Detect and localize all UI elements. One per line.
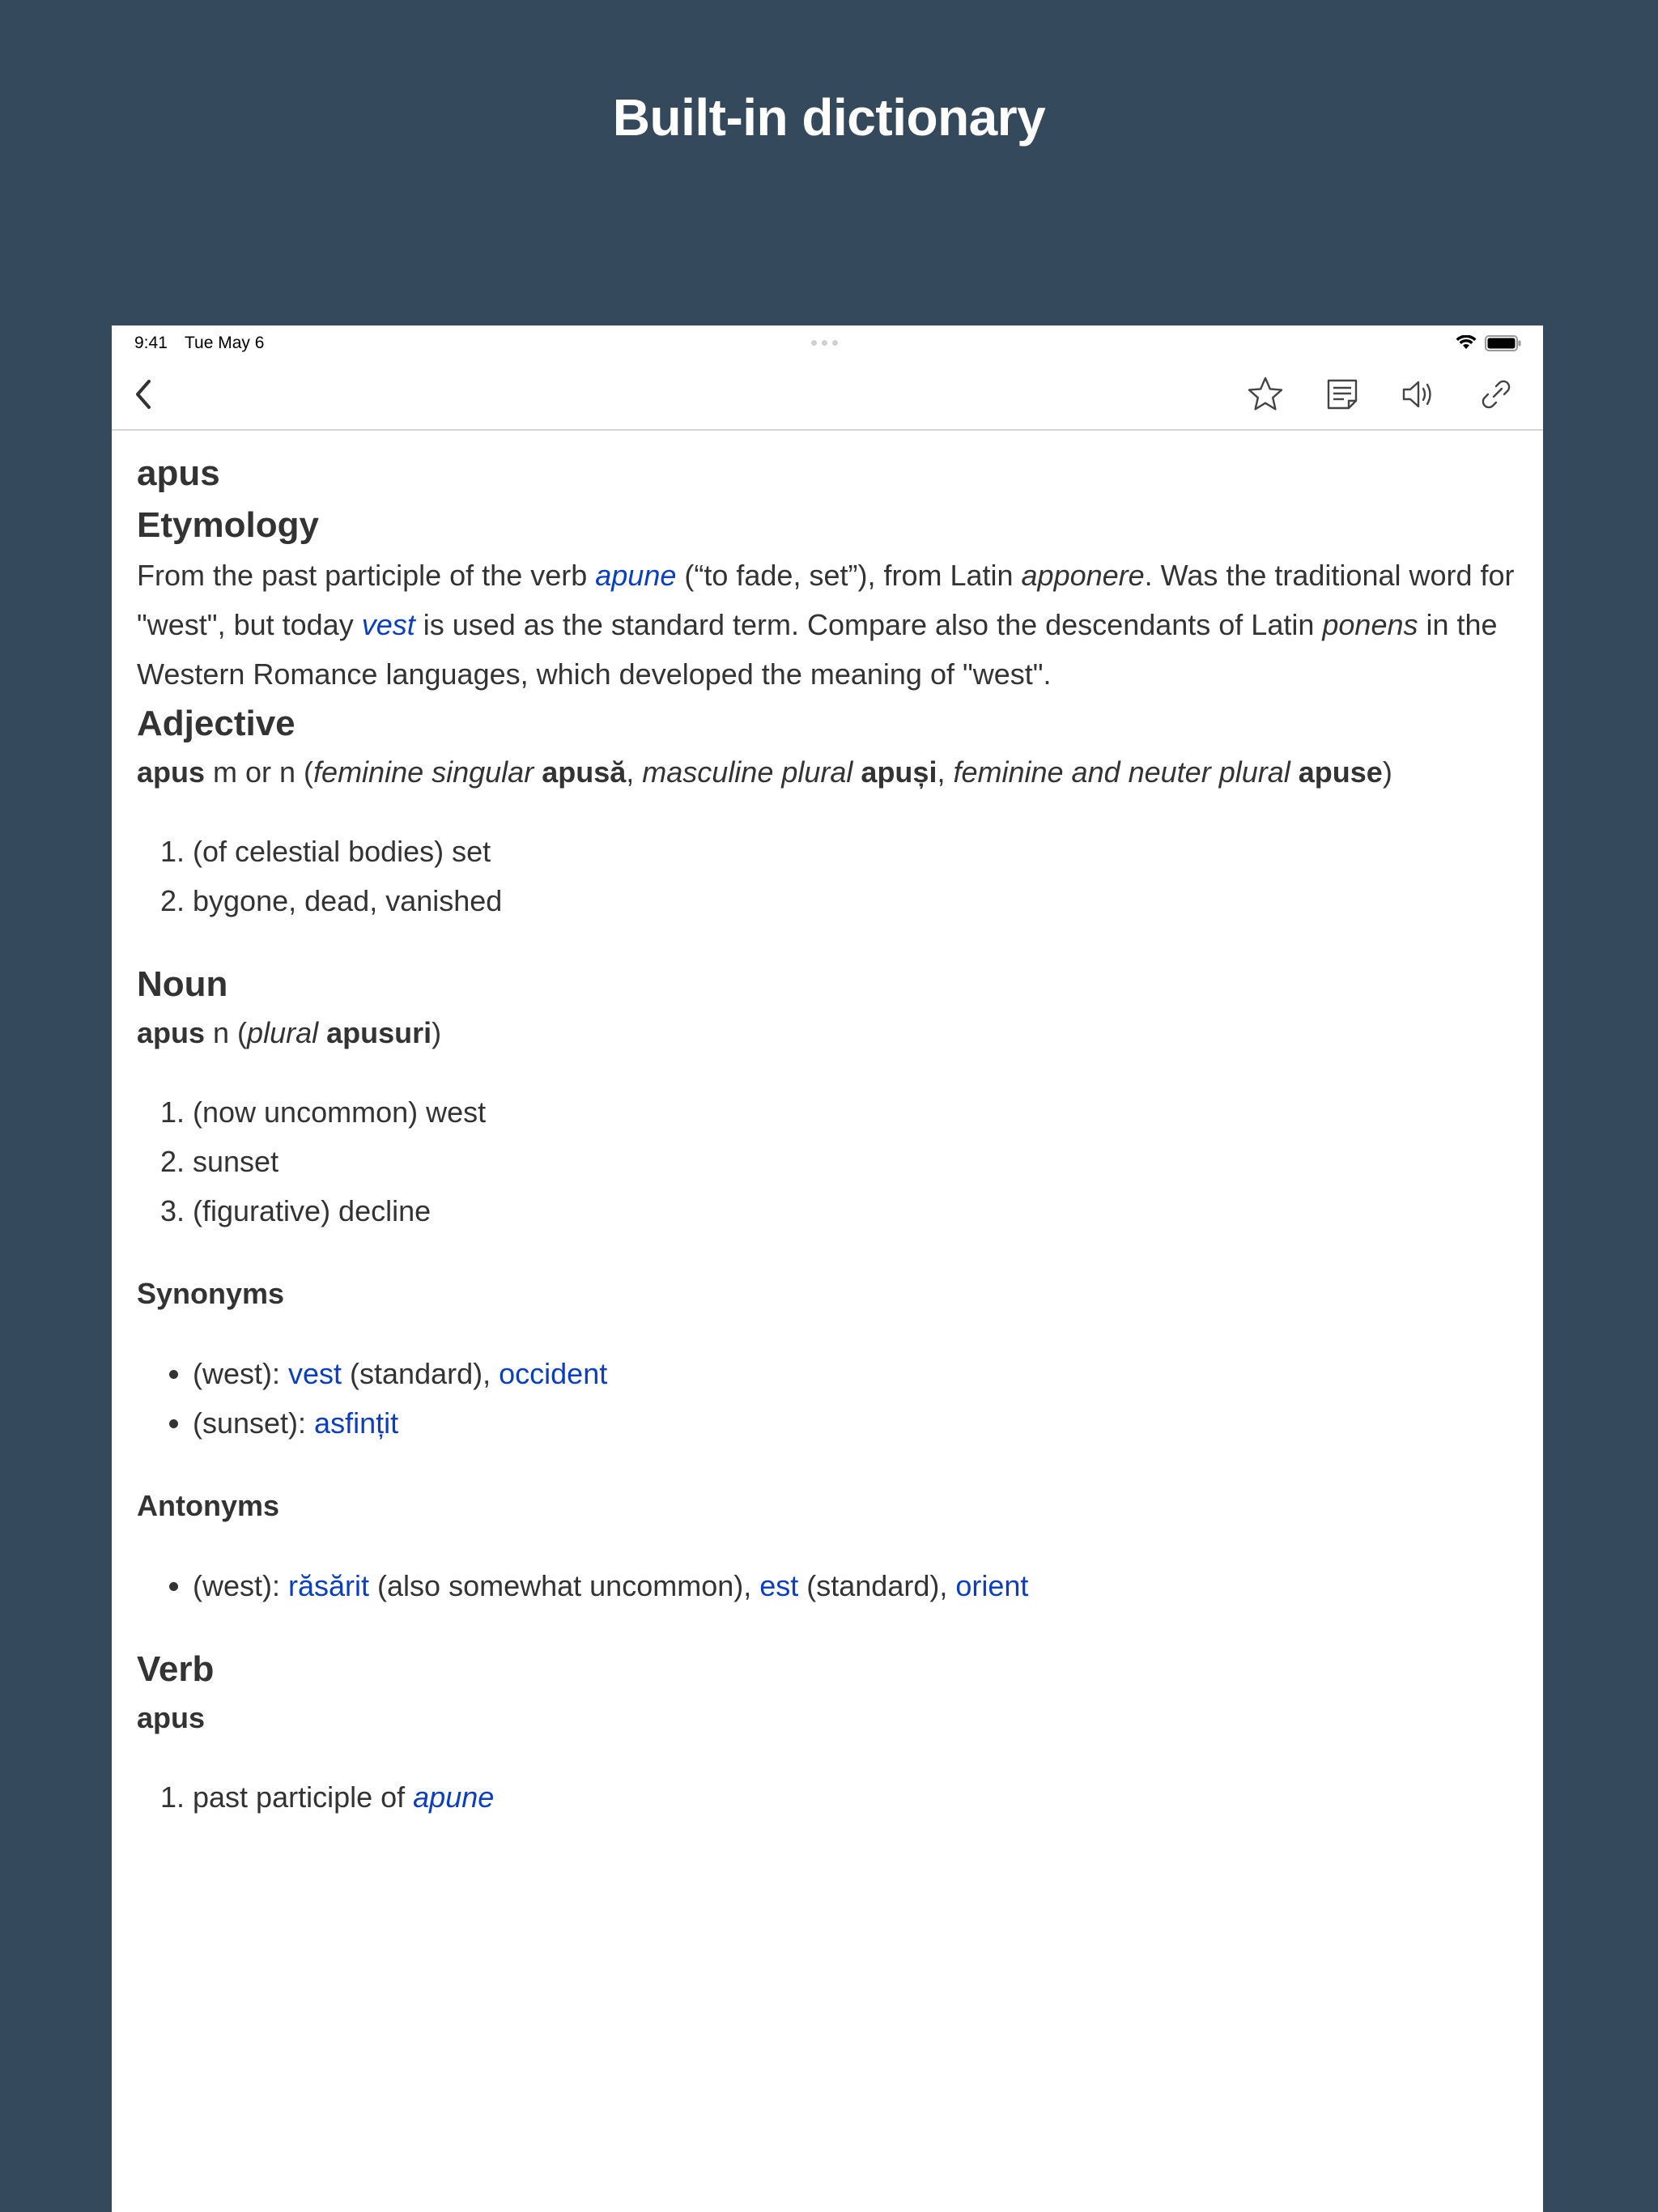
multitasking-dots[interactable] bbox=[811, 340, 838, 346]
synonyms-list bbox=[137, 1349, 1518, 1448]
link-vest[interactable]: vest bbox=[288, 1357, 342, 1390]
notes-button[interactable] bbox=[1324, 376, 1361, 413]
adjective-heading: Adjective bbox=[137, 704, 295, 743]
pronounce-button[interactable] bbox=[1401, 376, 1438, 413]
list-item: • (west): răsărit (also somewhat uncommon), est (standard), orient bbox=[193, 1561, 1518, 1610]
link-vest[interactable]: vest bbox=[361, 608, 415, 641]
status-bar bbox=[112, 325, 1543, 358]
adjective-senses bbox=[137, 827, 1518, 925]
notes-icon bbox=[1324, 376, 1360, 412]
verb-heading: Verb bbox=[137, 1649, 215, 1689]
link-apune[interactable]: apune bbox=[413, 1780, 495, 1814]
list-item: • (west): vest (standard), occident bbox=[193, 1349, 1518, 1398]
list-item: 1. past participle of apune bbox=[193, 1772, 1518, 1822]
verb-headline: apus bbox=[137, 1701, 206, 1734]
antonyms-list bbox=[137, 1561, 1518, 1610]
device-screen bbox=[112, 325, 1543, 2212]
noun-headline: apus n (plural apusuri) bbox=[137, 1016, 442, 1049]
list-item: 2. sunset bbox=[193, 1137, 1518, 1186]
list-item: 1. (of celestial bodies) set bbox=[193, 827, 1518, 876]
adjective-headline: apus m or n (feminine singular apusă, masculine plural apuși, feminine and neuter plural apuse) bbox=[137, 755, 1392, 789]
list-item: • (sunset): asfințit bbox=[193, 1398, 1518, 1448]
wifi-icon bbox=[1456, 335, 1477, 355]
speaker-icon bbox=[1401, 376, 1438, 412]
link-rasarit[interactable]: răsărit bbox=[288, 1569, 370, 1602]
list-item: 1. (now uncommon) west bbox=[193, 1087, 1518, 1137]
back-button[interactable] bbox=[126, 376, 164, 413]
status-time: 9:41 bbox=[134, 334, 168, 352]
link-icon bbox=[1478, 376, 1514, 412]
etymology-text: From the past participle of the verb apune (“to fade, set”), from Latin apponere. Was the traditional word for "west", but today vest is used as the standard term. Compare also the descendants of Latin ponens in the Western Romance languages, which developed the meaning of "west". bbox=[137, 559, 1515, 691]
navigation-bar bbox=[112, 358, 1543, 431]
etymology-heading: Etymology bbox=[137, 505, 319, 545]
link-est[interactable]: est bbox=[759, 1569, 799, 1602]
link-apune[interactable]: apune bbox=[595, 559, 677, 592]
list-item: 2. bygone, dead, vanished bbox=[193, 876, 1518, 925]
dictionary-entry bbox=[112, 431, 1543, 1822]
share-link-button[interactable] bbox=[1477, 376, 1515, 413]
entry-headword: apus bbox=[137, 453, 220, 493]
status-date: Tue May 6 bbox=[185, 334, 265, 352]
noun-heading: Noun bbox=[137, 964, 228, 1004]
synonyms-heading: Synonyms bbox=[137, 1277, 285, 1310]
star-icon bbox=[1247, 376, 1284, 413]
verb-senses bbox=[137, 1772, 1518, 1822]
antonyms-heading: Antonyms bbox=[137, 1489, 280, 1522]
chevron-left-icon bbox=[133, 378, 157, 410]
noun-senses bbox=[137, 1087, 1518, 1236]
list-item: 3. (figurative) decline bbox=[193, 1186, 1518, 1236]
promo-title: Built-in dictionary bbox=[612, 88, 1046, 147]
favorite-button[interactable] bbox=[1247, 376, 1284, 413]
battery-icon bbox=[1485, 335, 1522, 356]
link-occident[interactable]: occident bbox=[499, 1357, 608, 1390]
link-asfintit[interactable]: asfințit bbox=[314, 1406, 399, 1440]
link-orient[interactable]: orient bbox=[955, 1569, 1029, 1602]
